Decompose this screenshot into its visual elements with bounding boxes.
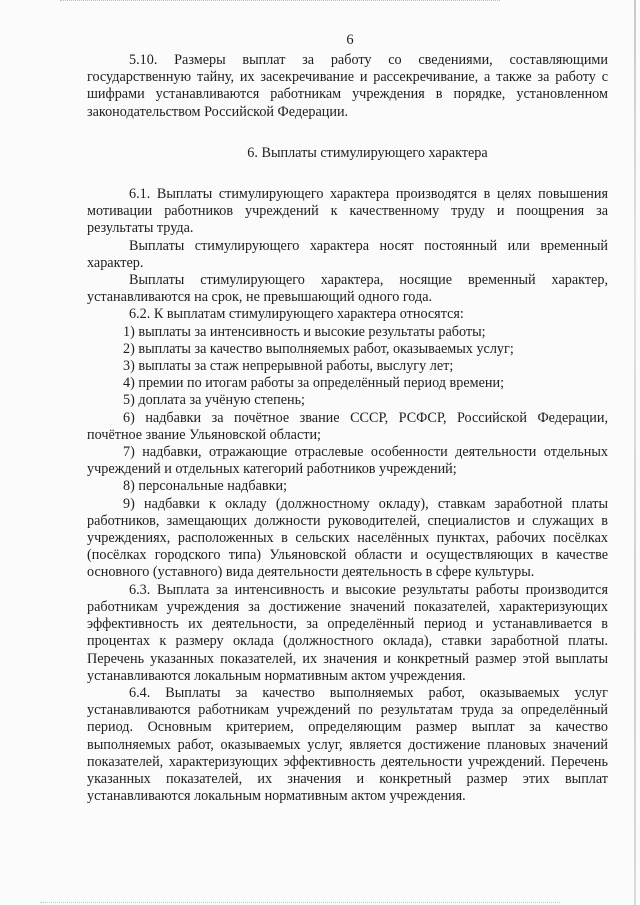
scan-artifact-bottom <box>40 900 560 903</box>
paragraph-temporary: Выплаты стимулирующего характера, носящие временный характер, устанавливаются на срок, не превышающий одного года. <box>87 272 608 306</box>
paragraph-6-2: 6.2. К выплатам стимулирующего характера относятся: <box>129 306 464 323</box>
paragraph-permanent: Выплаты стимулирующего характера носят постоянный или временный характер. <box>87 237 608 271</box>
paragraph-6-3: 6.3. Выплата за интенсивность и высокие результаты работы производится работникам учреждения за достижение значений показателей, характеризующих эффективность их деятельности, за определённый период и устанавливается в процентах к размеру оклада (должностного оклада), ставки заработной платы. Перечень указанных показателей, их значения и конкретный размер этой выплаты устанавливаются локальным нормативным актом учреждения. <box>87 581 608 684</box>
list-item: 5) доплата за учёную степень; <box>123 392 305 409</box>
scan-artifact-top <box>60 0 500 4</box>
list-item: 1) выплаты за интенсивность и высокие результаты работы; <box>123 323 486 340</box>
list-item: 8) персональные надбавки; <box>123 478 288 495</box>
list-item: 4) премии по итогам работы за определённый период времени; <box>123 375 505 392</box>
list-item: 3) выплаты за стаж непрерывной работы, выслугу лет; <box>123 358 454 375</box>
scan-edge-right <box>634 0 636 905</box>
list-item: 7) надбавки, отражающие отраслевые особенности деятельности отдельных учреждений и отдельных категорий работников учреждений; <box>87 444 608 478</box>
paragraph-6-1: 6.1. Выплаты стимулирующего характера производятся в целях повышения мотивации работников учреждений к качественному труду и поощрения за результаты труда. <box>87 186 608 237</box>
section-heading: 6. Выплаты стимулирующего характера <box>247 144 488 161</box>
page-number: 6 <box>346 32 354 48</box>
list-item: 2) выплаты за качество выполняемых работ, оказываемых услуг; <box>123 340 514 357</box>
list-item: 6) надбавки за почётное звание СССР, РСФСР, Российской Федерации, почётное звание Ульяновской области; <box>87 409 608 443</box>
document-body <box>87 52 608 805</box>
list-item: 9) надбавки к окладу (должностному окладу), ставкам заработной платы работников, замещающих должности руководителей, специалистов и служащих в учреждениях, расположенных в сельских населённых пунктах, рабочих посёлках (посёлках городского типа) Ульяновской области и осуществляющих в качестве основного (уставного) вида деятельности деятельность в сфере культуры. <box>87 495 608 581</box>
paragraph-6-4: 6.4. Выплаты за качество выполняемых работ, оказываемых услуг устанавливаются работникам учреждений по результатам труда за определённый период. Основным критерием, определяющим размер выплат за качество выполняемых работ, оказываемых услуг, является достижение плановых значений показателей, характеризующих эффективность деятельности учреждений. Перечень указанных показателей, их значения и конкретный размер этих выплат устанавливаются локальным нормативным актом учреждения. <box>87 684 608 805</box>
paragraph-5-10: 5.10. Размеры выплат за работу со сведениями, составляющими государственную тайну, их засекречивание и рассекречивание, а также за работу с шифрами устанавливаются работникам учреждения в порядке, установленном законодательством Российской Федерации. <box>87 52 608 120</box>
